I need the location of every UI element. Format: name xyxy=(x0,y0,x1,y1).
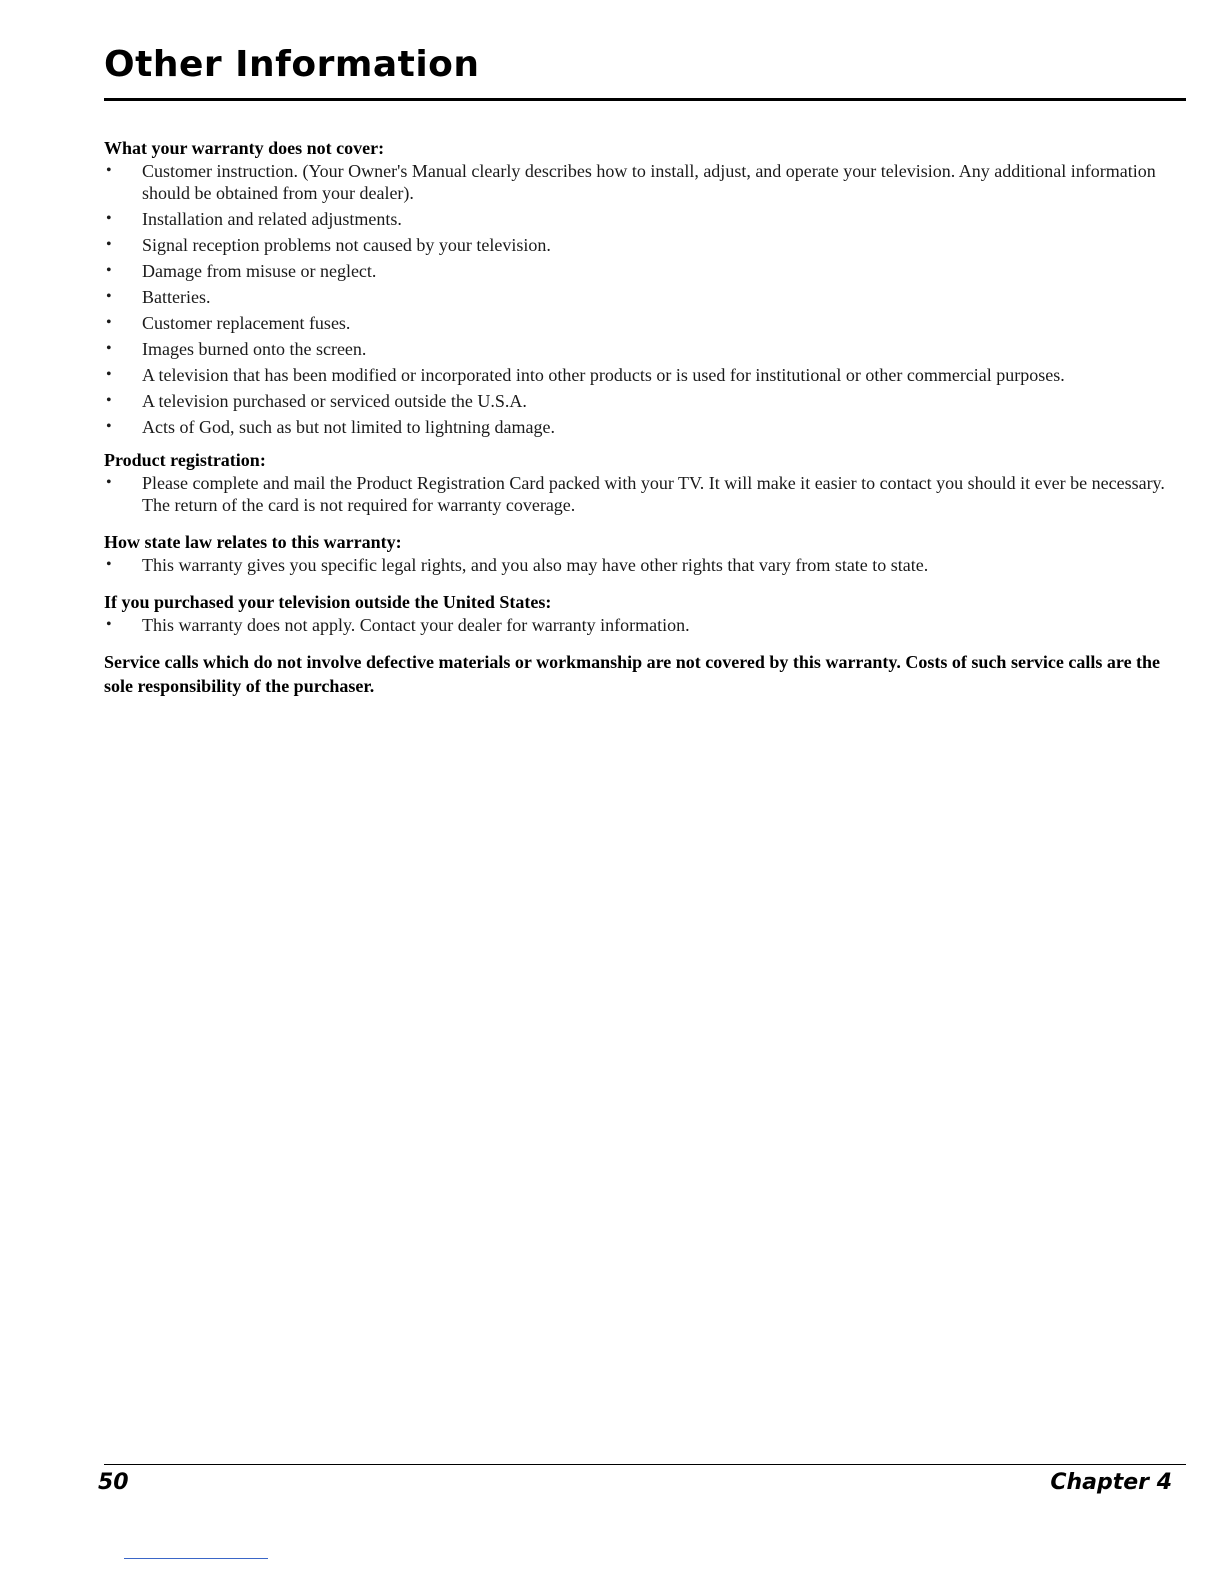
bullet-icon: • xyxy=(106,162,112,179)
bullet-icon: • xyxy=(106,314,112,331)
list-item xyxy=(104,260,1184,282)
list-item-text: Images burned onto the screen. xyxy=(142,339,367,359)
section-outside-us xyxy=(104,590,1184,636)
list-item xyxy=(104,286,1184,308)
bullet-icon: • xyxy=(106,262,112,279)
bullet-icon: • xyxy=(106,288,112,305)
page-number: 50 xyxy=(98,1470,129,1495)
section-not-covered xyxy=(104,136,1184,438)
list-item-text: Signal reception problems not caused by your television. xyxy=(142,235,551,255)
list-item xyxy=(104,364,1184,386)
page-content xyxy=(104,136,1184,698)
bullet-icon: • xyxy=(106,366,112,383)
list-item-text: This warranty does not apply. Contact your dealer for warranty information. xyxy=(142,615,690,635)
list-item-text: Damage from misuse or neglect. xyxy=(142,261,377,281)
state-law-list xyxy=(104,554,1184,576)
bullet-icon: • xyxy=(106,392,112,409)
section-heading: If you purchased your television outside the United States: xyxy=(104,592,552,612)
list-item xyxy=(104,472,1184,516)
list-item xyxy=(104,390,1184,412)
service-calls-notice: Service calls which do not involve defective materials or workmanship are not covered by this warranty. Costs of such service calls are the sole responsibility of the purchaser. xyxy=(104,652,1161,696)
list-item xyxy=(104,614,1184,636)
title-rule xyxy=(104,98,1186,101)
bullet-icon: • xyxy=(106,556,112,573)
not-covered-list xyxy=(104,160,1184,438)
section-heading: Product registration: xyxy=(104,450,266,470)
list-item-text: Installation and related adjustments. xyxy=(142,209,402,229)
section-heading: What your warranty does not cover: xyxy=(104,138,385,158)
list-item xyxy=(104,416,1184,438)
page-title: Other Information xyxy=(104,44,480,85)
scan-mark xyxy=(124,1558,268,1559)
bullet-icon: • xyxy=(106,236,112,253)
list-item-text: Acts of God, such as but not limited to lightning damage. xyxy=(142,417,555,437)
bullet-icon: • xyxy=(106,418,112,435)
list-item xyxy=(104,208,1184,230)
footer-rule xyxy=(104,1464,1186,1465)
list-item xyxy=(104,234,1184,256)
list-item-text: A television purchased or serviced outside the U.S.A. xyxy=(142,391,527,411)
list-item xyxy=(104,312,1184,334)
list-item xyxy=(104,160,1184,204)
list-item-text: Customer instruction. (Your Owner's Manual clearly describes how to install, adjust, and operate your television. Any additional information should be obtained from your dealer). xyxy=(142,161,1156,203)
bullet-icon: • xyxy=(106,340,112,357)
list-item-text: This warranty gives you specific legal rights, and you also may have other rights that vary from state to state. xyxy=(142,555,929,575)
list-item xyxy=(104,338,1184,360)
list-item-text: A television that has been modified or incorporated into other products or is used for institutional or other commercial purposes. xyxy=(142,365,1065,385)
chapter-label: Chapter 4 xyxy=(1050,1470,1172,1495)
outside-us-list xyxy=(104,614,1184,636)
list-item-text: Customer replacement fuses. xyxy=(142,313,351,333)
bullet-icon: • xyxy=(106,616,112,633)
list-item-text: Please complete and mail the Product Registration Card packed with your TV. It will make it easier to contact you should it ever be necessary. The return of the card is not required for warranty coverage. xyxy=(142,473,1165,515)
list-item-text: Batteries. xyxy=(142,287,211,307)
bullet-icon: • xyxy=(106,210,112,227)
registration-list xyxy=(104,472,1184,516)
section-heading: How state law relates to this warranty: xyxy=(104,532,402,552)
section-registration xyxy=(104,448,1184,516)
list-item xyxy=(104,554,1184,576)
bullet-icon: • xyxy=(106,474,112,491)
section-state-law xyxy=(104,530,1184,576)
